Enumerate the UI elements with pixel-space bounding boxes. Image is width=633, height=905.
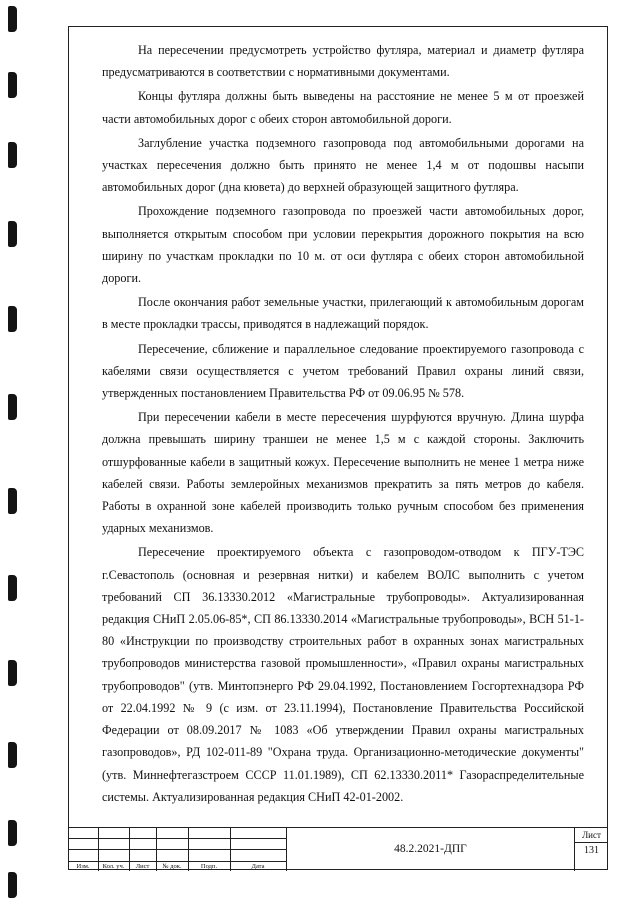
- table-rule: [68, 849, 286, 850]
- document-body: [102, 39, 584, 808]
- binding-hole: [8, 72, 17, 98]
- paragraph: Пересечение, сближение и параллельное следование проектируемого газопровода с кабелями связи осуществляется с учетом требований Правил охраны линий связи, утвержденных постановлением Правительства РФ от 09.06.95 № 578.: [102, 341, 584, 401]
- col-sign: Подп.: [200, 863, 218, 870]
- sheet-cell: [575, 828, 608, 871]
- col-list: Лист: [135, 863, 150, 870]
- binding-holes: [8, 0, 22, 905]
- binding-hole: [8, 306, 17, 332]
- revision-table: [68, 828, 286, 871]
- binding-hole: [8, 742, 17, 768]
- paragraph: На пересечении предусмотреть устройство футляра, материал и диаметр футляра предусматриваются в соответствии с нормативными документами.: [102, 43, 584, 80]
- col-izm: Изм.: [76, 863, 90, 870]
- paragraph: Заглубление участка подземного газопровода под автомобильными дорогами на участках пересечения должно быть принято не менее 1,4 м от подошвы насыпи автомобильных дорог (дна кювета) до верхней образующей защитного футляра.: [102, 135, 584, 195]
- table-rule: [68, 838, 286, 839]
- document-code: 48.2.2021-ДПГ: [394, 843, 467, 855]
- binding-hole: [8, 142, 17, 168]
- binding-hole: [8, 820, 17, 846]
- binding-hole: [8, 872, 17, 898]
- binding-hole: [8, 575, 17, 601]
- col-kol-uch: Кол. уч.: [102, 863, 125, 870]
- paragraph: После окончания работ земельные участки, прилегающий к автомобильным дорогам в месте прокладки трассы, приводятся в надлежащий порядок.: [102, 295, 584, 332]
- column-headers: [68, 862, 286, 871]
- title-block: [68, 827, 608, 871]
- paragraph: Пересечение проектируемого объекта с газопроводом-отводом к ПГУ-ТЭС г.Севастополь (основная и резервная нитки) и кабелем ВОЛС выполнить с учетом требований СП 36.13330.2012 «Магистральные трубопроводы». Актуализированная редакция СНиП 2.05.06-85*, СП 86.13330.2014 «Магистральные трубопроводы», ВСН 51-1-80 «Инструкции по производству строительных работ в охранных зонах магистральных трубопроводов министерства газовой промышленности», «Правил охраны магистральных трубопроводов" (утв. Минтопэнерго РФ 29.04.1992, Постановлением Госгортехнадзора РФ от 22.04.1992 № 9 (с изм. от 23.11.1994), Постановление Правительства Российской Федерации от 08.09.2017 № 1083 «Об утверждении Правил охраны магистральных газопроводов», РД 102-011-89 "Охрана труда. Организационно-методические документы" (утв. Миннефтегазстроем СССР 11.01.1989), СП 62.13330.2011* Газораспределительные системы. Актуализированная редакция СНиП 42-01-2002.: [102, 545, 584, 804]
- paragraph: Прохождение подземного газопровода по проезжей части автомобильных дорог, выполняется открытым способом при условии перекрытия дорожного покрытия на всю ширину по участкам прокладки по 10 м. от оси футляра с обеих сторон автомобильной дороги.: [102, 204, 584, 286]
- sheet-label: Лист: [575, 828, 608, 843]
- binding-hole: [8, 488, 17, 514]
- binding-hole: [8, 394, 17, 420]
- binding-hole: [8, 221, 17, 247]
- paragraph: При пересечении кабели в месте пересечения шурфуются вручную. Длина шурфа должна превышать ширину траншеи не менее 1,5 м с каждой стороны. Заключить отшурфованные кабели в защитный кожух. Пересечение выполнить не менее 1 метра ниже кабелей связи. Работы землеройных механизмов прекратить за пять метров до кабеля. Работы в охранной зоне кабелей производить только ручным способом без применения ударных механизмов.: [102, 410, 584, 536]
- col-date: Дата: [251, 863, 265, 870]
- sheet-number: 131: [584, 845, 599, 856]
- binding-hole: [8, 660, 17, 686]
- col-doc-no: № док.: [162, 863, 182, 870]
- paragraph: Концы футляра должны быть выведены на расстояние не менее 5 м от проезжей части автомобильных дорог с обеих сторон автомобильной дороги.: [102, 89, 584, 126]
- binding-hole: [8, 6, 17, 32]
- document-code-cell: [286, 828, 575, 871]
